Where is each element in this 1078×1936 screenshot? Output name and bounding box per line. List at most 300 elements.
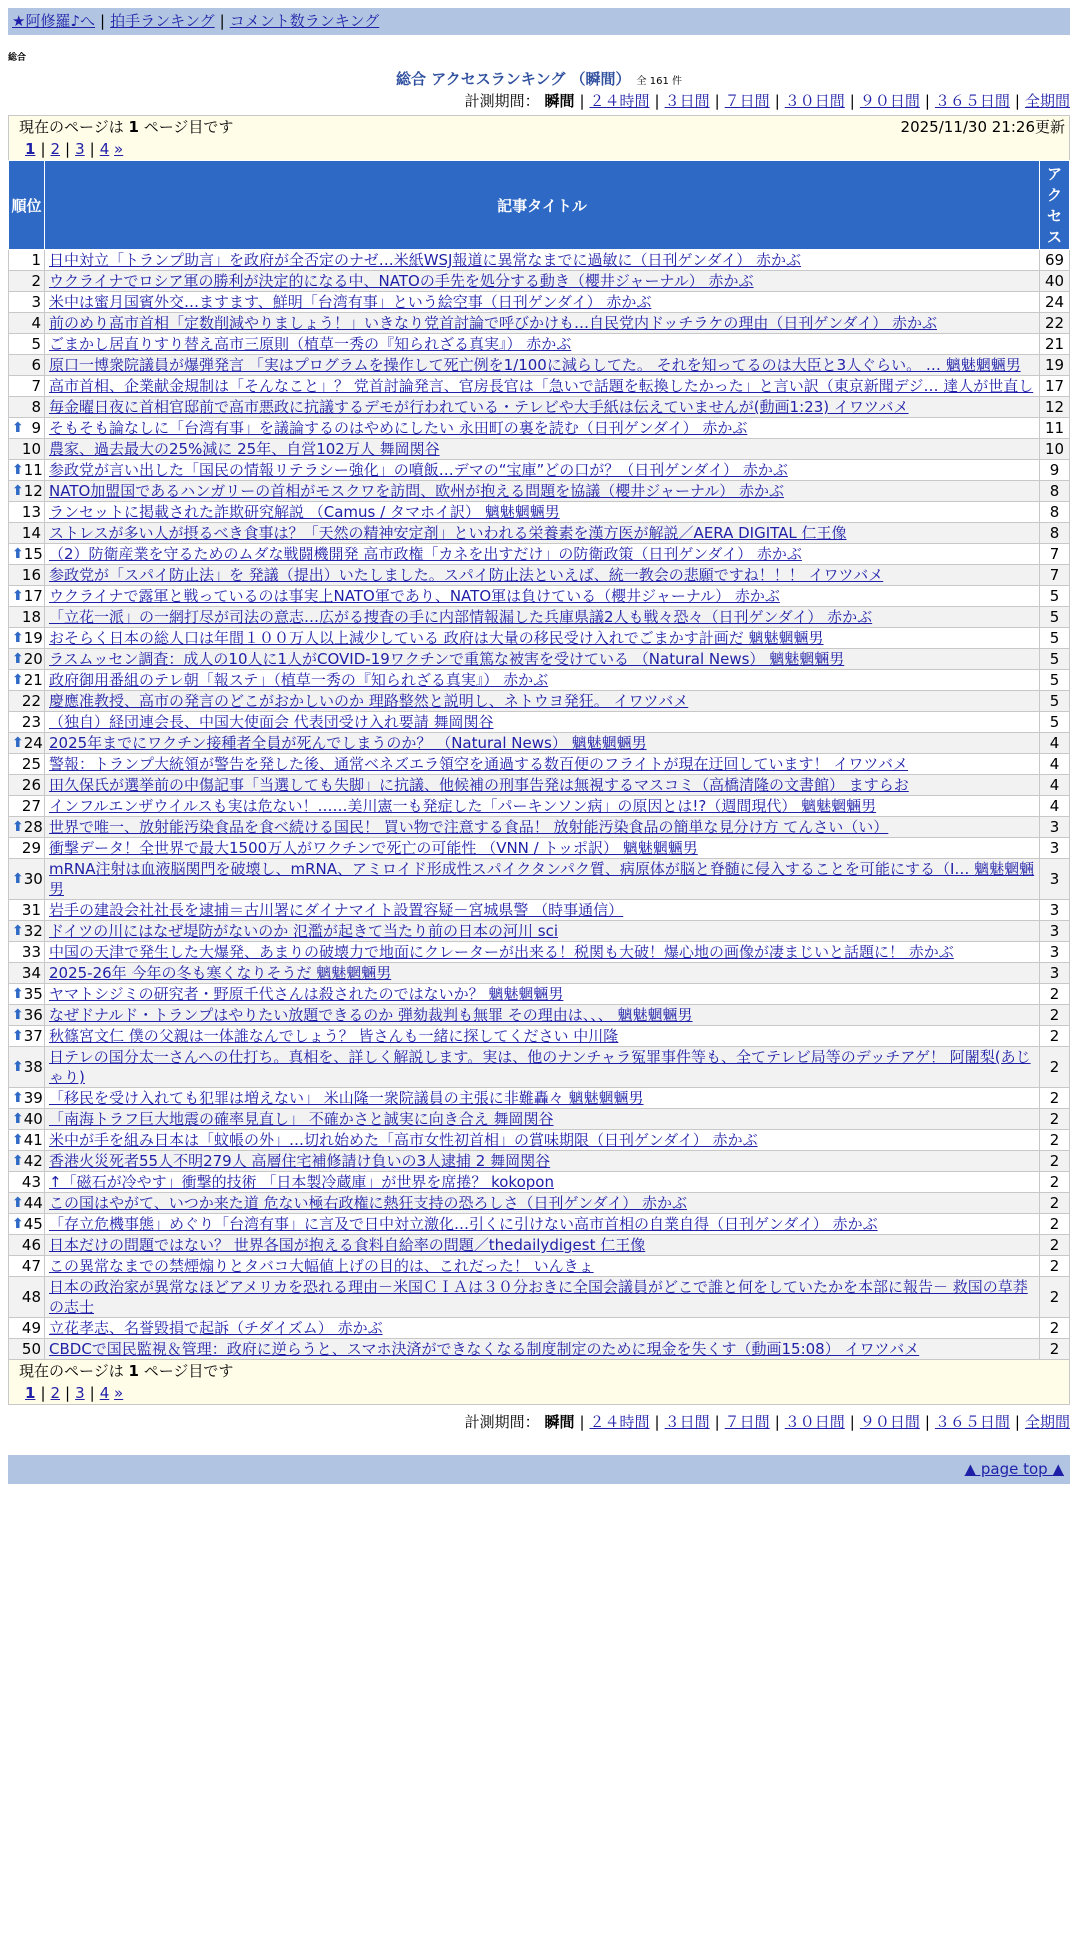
period-all-link[interactable]: 全期間 xyxy=(1024,92,1070,110)
table-row xyxy=(9,817,1070,838)
rank-up-arrow-icon: ⬆ xyxy=(12,986,24,1002)
access-count: 9 xyxy=(1040,460,1070,481)
access-count: 2 xyxy=(1040,1026,1070,1047)
rank-number: 47 xyxy=(21,1257,41,1275)
rank-up-arrow-icon: ⬆ xyxy=(12,546,24,562)
rank-number: 31 xyxy=(21,901,41,919)
table-row xyxy=(9,838,1070,859)
rank-up-arrow-icon: ⬆ xyxy=(12,1090,24,1106)
page-link-2[interactable]: 2 xyxy=(50,1384,61,1402)
article-title-link[interactable]: 日本の政治家が異常なほどアメリカを恐れる理由－米国ＣＩＡは３０分おきに全国会議員がどこで誰と何をしていたかを本部に報告－ 救国の草莽の志士 xyxy=(49,1278,1028,1316)
rank-cell xyxy=(9,1005,45,1026)
rank-number: 35 xyxy=(23,985,43,1003)
rank-number: 9 xyxy=(31,419,41,437)
ranking-heading xyxy=(0,68,1078,90)
current-page-info-bottom: 現在のページは 1 ページ目です xyxy=(19,1362,234,1380)
table-row xyxy=(9,250,1070,271)
access-count: 5 xyxy=(1040,586,1070,607)
access-count: 21 xyxy=(1040,334,1070,355)
rank-up-arrow-icon: ⬆ xyxy=(12,462,24,478)
table-row xyxy=(9,649,1070,670)
table-row xyxy=(9,481,1070,502)
rank-number: 2 xyxy=(31,272,41,290)
article-title-link[interactable]: ドイツの川にはなぜ堤防がないのか 氾濫が起きて当たり前の日本の河川 sci xyxy=(49,922,559,940)
rank-number: 23 xyxy=(21,713,41,731)
table-row xyxy=(9,607,1070,628)
rank-cell xyxy=(9,1277,45,1318)
rank-number: 17 xyxy=(23,587,43,605)
rank-up-arrow-icon: ⬆ xyxy=(12,651,24,667)
title-cell xyxy=(45,313,1040,334)
period-label: 計測期間： xyxy=(464,92,540,110)
table-row xyxy=(9,963,1070,984)
pager-top: 現在のページは 1 ページ目です 2025/11/30 21:26更新 1 | 2 | 3 | 4 » xyxy=(8,115,1070,160)
rank-cell xyxy=(9,649,45,670)
article-title-link[interactable]: この異常なまでの禁煙煽りとタバコ大幅値上げの目的は、これだった！ いんきょ xyxy=(49,1257,594,1275)
page-link-2[interactable]: 2 xyxy=(50,140,61,158)
comment-ranking-link[interactable]: コメント数ランキング xyxy=(229,12,380,30)
rank-cell xyxy=(9,1214,45,1235)
page-link-1[interactable]: 1 xyxy=(25,140,36,158)
rank-cell xyxy=(9,460,45,481)
article-title-link[interactable]: 2025年までにワクチン接種者全員が死んでしまうのか？ （Natural News） 魑魅魍魎男 xyxy=(49,734,647,752)
col-rank-header: 順位 xyxy=(9,161,45,250)
rank-cell xyxy=(9,817,45,838)
table-row xyxy=(9,565,1070,586)
title-cell xyxy=(45,544,1040,565)
access-count: 2 xyxy=(1040,1109,1070,1130)
title-cell xyxy=(45,502,1040,523)
table-row xyxy=(9,712,1070,733)
col-access-header: アクセス xyxy=(1040,161,1070,250)
table-row xyxy=(9,691,1070,712)
title-cell xyxy=(45,670,1040,691)
rank-number: 48 xyxy=(21,1288,41,1306)
article-title-link[interactable]: 前のめり高市首相「定数削減やりましょう！」いきなり党首討論で呼びかけも…自民党内ドッチラケの理由（日刊ゲンダイ） 赤かぶ xyxy=(49,314,937,332)
period-365d-link[interactable]: ３６５日間 xyxy=(934,92,1010,110)
rank-cell xyxy=(9,481,45,502)
table-row xyxy=(9,271,1070,292)
table-row xyxy=(9,460,1070,481)
title-cell xyxy=(45,397,1040,418)
access-count: 2 xyxy=(1040,1130,1070,1151)
article-title-link[interactable]: おそらく日本の総人口は年間１００万人以上減少している 政府は大量の移民受け入れでごまかす計画だ 魑魅魍魎男 xyxy=(49,629,824,647)
access-count: 2 xyxy=(1040,1088,1070,1109)
rank-cell xyxy=(9,775,45,796)
table-row xyxy=(9,1277,1070,1318)
article-title-link[interactable]: 日テレの国分太一さんへの仕打ち。真相を、詳しく解説します。実は、他のナンチャラ冤罪事件等も、全てテレビ局等のデッチアゲ！ 阿闍梨(あじゃり) xyxy=(49,1048,1031,1086)
period-selector-bottom: 計測期間： 瞬間 | ２４時間 | ３日間 | ７日間 | ３０日間 | ９０日間 | ３６５日間 | 全期間 xyxy=(464,1413,1070,1431)
article-title-link[interactable]: 慶應准教授、高市の発言のどこがおかしいのか 理路整然と説明し、ネトウヨ発狂。 イワツバメ xyxy=(49,692,689,710)
title-cell xyxy=(45,1130,1040,1151)
next-page-link[interactable]: » xyxy=(114,140,124,158)
table-row xyxy=(9,900,1070,921)
rank-number: 33 xyxy=(21,943,41,961)
rank-cell xyxy=(9,942,45,963)
period-label: 計測期間： xyxy=(464,1413,540,1431)
rank-up-arrow-icon: ⬆ xyxy=(12,923,24,939)
table-row xyxy=(9,418,1070,439)
article-title-link[interactable]: ヤマトシジミの研究者・野原千代さんは殺されたのではないか？ 魑魅魍魎男 xyxy=(49,985,564,1003)
article-title-link[interactable]: 警報：トランプ大統領が警告を発した後、通常ベネズエラ領空を通過する数百便のフライトが現在迂回しています！ イワツバメ xyxy=(49,755,909,773)
rank-cell xyxy=(9,984,45,1005)
access-count: 5 xyxy=(1040,607,1070,628)
page-title: 総合 アクセスランキング （瞬間） xyxy=(396,70,631,88)
next-page-link[interactable]: » xyxy=(114,1384,124,1402)
article-title-link[interactable]: なぜドナルド・トランプはやりたい放題できるのか 弾劾裁判も無罪 その理由は、、、 魑魅魍魎男 xyxy=(49,1006,693,1024)
table-row xyxy=(9,1130,1070,1151)
article-title-link[interactable]: （独自）経団連会長、中国大使面会 代表団受け入れ要請 舞岡関谷 xyxy=(49,713,494,731)
article-title-link[interactable]: ↑「磁石が冷やす」衝撃的技術 「日本製冷蔵庫」が世界を席捲？ kokopon xyxy=(49,1173,554,1191)
article-title-link[interactable]: ストレスが多い人が摂るべき食事は？「天然の精神安定剤」といわれる栄養素を漢方医が解説／AERA DIGITAL 仁王像 xyxy=(49,524,847,542)
rank-number: 30 xyxy=(23,870,43,888)
page-link-3[interactable]: 3 xyxy=(75,140,85,158)
title-cell xyxy=(45,1047,1040,1088)
table-row xyxy=(9,1214,1070,1235)
table-row xyxy=(9,628,1070,649)
access-count: 2 xyxy=(1040,1193,1070,1214)
nav-separator: | xyxy=(100,12,106,30)
article-title-link[interactable]: ランセットに掲載された詐欺研究解説 （Camus / タマホイ訳） 魑魅魍魎男 xyxy=(49,503,560,521)
clap-ranking-link[interactable]: 拍手ランキング xyxy=(110,12,215,30)
article-title-link[interactable]: ウクライナで露軍と戦っているのは事実上NATO軍であり、NATO軍は負けている（櫻井ジャーナル） 赤かぶ xyxy=(49,587,780,605)
rank-number: 24 xyxy=(23,734,43,752)
table-row xyxy=(9,334,1070,355)
title-cell xyxy=(45,1318,1040,1339)
article-title-link[interactable]: 参政党が「スパイ防止法」を 発議（提出）いたしました。スパイ防止法といえば、統一教会の悲願ですね！！！ イワツバメ xyxy=(49,566,884,584)
rank-cell xyxy=(9,250,45,271)
article-title-link[interactable]: （2）防衛産業を守るためのムダな戦闘機開発 高市政権「カネを出すだけ」の防衛政策（日刊ゲンダイ） 赤かぶ xyxy=(49,545,802,563)
article-title-link[interactable]: インフルエンザウイルスも実は危ない！……美川憲一も発症した「パーキンソン病」の原因とは!?（週間現代） 魑魅魍魎男 xyxy=(49,797,877,815)
rank-number: 15 xyxy=(23,545,43,563)
home-link[interactable]: ★阿修羅♪へ xyxy=(12,12,96,30)
title-cell xyxy=(45,376,1040,397)
article-title-link[interactable]: 「存立危機事態」めぐり「台湾有事」に言及で日中対立激化…引くに引けない高市首相の自業自得（日刊ゲンダイ） 赤かぶ xyxy=(49,1215,878,1233)
access-count: 7 xyxy=(1040,544,1070,565)
title-cell xyxy=(45,292,1040,313)
access-count: 5 xyxy=(1040,628,1070,649)
access-count: 3 xyxy=(1040,817,1070,838)
rank-up-arrow-icon: ⬆ xyxy=(12,420,24,436)
table-row xyxy=(9,1109,1070,1130)
table-row xyxy=(9,921,1070,942)
table-row xyxy=(9,670,1070,691)
rank-number: 1 xyxy=(31,251,41,269)
rank-cell xyxy=(9,1151,45,1172)
page-link-3[interactable]: 3 xyxy=(75,1384,85,1402)
article-title-link[interactable]: ごまかし居直りすり替え高市三原則（植草一秀の『知られざる真実』） 赤かぶ xyxy=(49,335,572,353)
article-title-link[interactable]: 秋篠宮文仁 僕の父親は一体誰なんでしょう？ 皆さんも一緒に探してください 中川隆 xyxy=(49,1027,619,1045)
rank-cell xyxy=(9,1193,45,1214)
access-count: 10 xyxy=(1040,439,1070,460)
access-count: 2 xyxy=(1040,1214,1070,1235)
period-90d-link[interactable]: ９０日間 xyxy=(859,92,920,110)
title-cell xyxy=(45,859,1040,900)
article-title-link[interactable]: 米中が手を組み日本は「蚊帳の外」…切れ始めた「高市女性初首相」の賞味期限（日刊ゲンダイ） 赤かぶ xyxy=(49,1131,758,1149)
table-row xyxy=(9,1151,1070,1172)
table-row xyxy=(9,1193,1070,1214)
period-7d-link[interactable]: ７日間 xyxy=(724,92,770,110)
table-row xyxy=(9,1256,1070,1277)
rank-number: 49 xyxy=(21,1319,41,1337)
access-count: 2 xyxy=(1040,1256,1070,1277)
article-title-link[interactable]: そもそも論なしに「台湾有事」を議論するのはやめにしたい 永田町の裏を読む（日刊ゲンダイ） 赤かぶ xyxy=(49,419,748,437)
title-cell xyxy=(45,691,1040,712)
pager-bottom: 現在のページは 1 ページ目です 1 | 2 | 3 | 4 » xyxy=(8,1360,1070,1405)
rank-number: 44 xyxy=(23,1194,43,1212)
access-count: 24 xyxy=(1040,292,1070,313)
article-title-link[interactable]: 原口一博衆院議員が爆弾発言 「実はプログラムを操作して死亡例を1/100に減らしてた。 それを知ってるのは大臣と3人ぐらい。 … 魑魅魍魎男 xyxy=(49,356,1021,374)
table-row xyxy=(9,775,1070,796)
access-count: 2 xyxy=(1040,1277,1070,1318)
article-title-link[interactable]: 農家、過去最大の25%減に 25年、自営102万人 舞岡関谷 xyxy=(49,440,440,458)
total-count: 全 161 件 xyxy=(636,76,682,87)
access-count: 4 xyxy=(1040,733,1070,754)
title-cell xyxy=(45,1214,1040,1235)
title-cell xyxy=(45,1235,1040,1256)
period-90d-link[interactable]: ９０日間 xyxy=(859,1413,920,1431)
article-title-link[interactable]: 高市首相、企業献金規制は「そんなこと」？ 党首討論発言、官房長官は「急いで話題を転換したかった」と言い訳（東京新聞デジ… 達人が世直し xyxy=(49,377,1034,395)
access-count: 3 xyxy=(1040,838,1070,859)
article-title-link[interactable]: 参政党が言い出した「国民の情報リテラシー強化」の噴飯…デマの“宝庫”どの口が？（日刊ゲンダイ） 赤かぶ xyxy=(49,461,788,479)
rank-cell xyxy=(9,523,45,544)
rank-up-arrow-icon: ⬆ xyxy=(12,1028,24,1044)
rank-cell xyxy=(9,712,45,733)
access-count: 5 xyxy=(1040,649,1070,670)
table-row xyxy=(9,439,1070,460)
title-cell xyxy=(45,523,1040,544)
article-title-link[interactable]: NATO加盟国であるハンガリーの首相がモスクワを訪問、欧州が抱える問題を協議（櫻井ジャーナル） 赤かぶ xyxy=(49,482,785,500)
title-cell xyxy=(45,607,1040,628)
title-cell xyxy=(45,963,1040,984)
rank-number: 7 xyxy=(31,377,41,395)
rank-cell xyxy=(9,502,45,523)
article-title-link[interactable]: 岩手の建設会社社長を逮捕＝古川署にダイナマイト設置容疑－宮城県警 （時事通信） xyxy=(49,901,624,919)
period-24h-link[interactable]: ２４時間 xyxy=(589,1413,650,1431)
period-30d-link[interactable]: ３０日間 xyxy=(784,92,845,110)
article-title-link[interactable]: mRNA注射は血液脳関門を破壊し、mRNA、アミロイド形成性スパイクタンパク質、病原体が脳と脊髄に侵入することを可能にする（I… 魑魅魍魎男 xyxy=(49,860,1035,898)
rank-up-arrow-icon: ⬆ xyxy=(12,630,24,646)
article-title-link[interactable]: 「移民を受け入れても犯罪は増えない」 米山隆一衆院議員の主張に非難轟々 魑魅魍魎男 xyxy=(49,1089,644,1107)
rank-cell xyxy=(9,1256,45,1277)
article-title-link[interactable]: 政府御用番組のテレ朝「報ステ」（植草一秀の『知られざる真実』） 赤かぶ xyxy=(49,671,549,689)
rank-cell xyxy=(9,1339,45,1360)
rank-number: 45 xyxy=(23,1215,43,1233)
access-count: 4 xyxy=(1040,754,1070,775)
title-cell xyxy=(45,1277,1040,1318)
title-cell xyxy=(45,334,1040,355)
table-row xyxy=(9,1339,1070,1360)
article-title-link[interactable]: 日中対立「トランプ助言」を政府が全否定のナゼ…米紙WSJ報道に異常なまでに過敏に（日刊ゲンダイ） 赤かぶ xyxy=(49,251,802,269)
rank-cell xyxy=(9,691,45,712)
rank-cell xyxy=(9,1318,45,1339)
rank-cell xyxy=(9,292,45,313)
title-cell xyxy=(45,1088,1040,1109)
table-row xyxy=(9,586,1070,607)
title-cell xyxy=(45,942,1040,963)
rank-number: 46 xyxy=(21,1236,41,1254)
rank-number: 4 xyxy=(31,314,41,332)
table-row xyxy=(9,733,1070,754)
access-count: 12 xyxy=(1040,397,1070,418)
rank-cell xyxy=(9,838,45,859)
rank-cell xyxy=(9,544,45,565)
period-3d-link[interactable]: ３日間 xyxy=(664,92,710,110)
title-cell xyxy=(45,775,1040,796)
title-cell xyxy=(45,460,1040,481)
rank-up-arrow-icon: ⬆ xyxy=(12,819,24,835)
article-title-link[interactable]: ラスムッセン調査：成人の10人に1人がCOVID-19ワクチンで重篤な被害を受けている （Natural News） 魑魅魍魎男 xyxy=(49,650,845,668)
article-title-link[interactable]: 衝撃データ！全世界で最大1500万人がワクチンで死亡の可能性 （VNN / トッポ訳） 魑魅魍魎男 xyxy=(49,839,698,857)
article-title-link[interactable]: CBDCで国民監視＆管理：政府に逆らうと、スマホ決済ができなくなる制度制定のために現金を失くす（動画15:08） イワツバメ xyxy=(49,1340,920,1358)
access-count: 3 xyxy=(1040,963,1070,984)
page-link-4[interactable]: 4 xyxy=(99,1384,110,1402)
title-cell xyxy=(45,984,1040,1005)
rank-cell xyxy=(9,271,45,292)
rank-number: 36 xyxy=(23,1006,43,1024)
article-title-link[interactable]: ウクライナでロシア軍の勝利が決定的になる中、NATOの手先を処分する動き（櫻井ジャーナル） 赤かぶ xyxy=(49,272,754,290)
nav-separator: | xyxy=(219,12,225,30)
rank-number: 43 xyxy=(21,1173,41,1191)
rank-cell xyxy=(9,1130,45,1151)
table-row xyxy=(9,1047,1070,1088)
period-3d-link[interactable]: ３日間 xyxy=(664,1413,710,1431)
article-title-link[interactable]: 米中は蜜月国賓外交…ますます、鮮明「台湾有事」という絵空事（日刊ゲンダイ） 赤かぶ xyxy=(49,293,652,311)
rank-number: 42 xyxy=(23,1152,43,1170)
access-count: 8 xyxy=(1040,502,1070,523)
rank-cell xyxy=(9,565,45,586)
rank-number: 5 xyxy=(31,335,41,353)
rank-cell xyxy=(9,313,45,334)
rank-number: 20 xyxy=(23,650,43,668)
access-count: 3 xyxy=(1040,900,1070,921)
access-count: 5 xyxy=(1040,691,1070,712)
page-link-4[interactable]: 4 xyxy=(99,140,110,158)
rank-number: 22 xyxy=(21,692,41,710)
title-cell xyxy=(45,1026,1040,1047)
period-all-link[interactable]: 全期間 xyxy=(1024,1413,1070,1431)
title-cell xyxy=(45,355,1040,376)
rank-up-arrow-icon: ⬆ xyxy=(12,483,24,499)
table-row xyxy=(9,292,1070,313)
rank-number: 32 xyxy=(23,922,43,940)
rank-up-arrow-icon: ⬆ xyxy=(12,1059,24,1075)
article-title-link[interactable]: 立花孝志、名誉毀損で起訴（チダイズム） 赤かぶ xyxy=(49,1319,383,1337)
article-title-link[interactable]: 香港火災死者55人不明279人 高層住宅補修請け負いの3人逮捕 2 舞岡関谷 xyxy=(49,1152,551,1170)
rank-cell xyxy=(9,670,45,691)
rank-cell xyxy=(9,439,45,460)
article-title-link[interactable]: この国はやがて、いつか来た道 危ない極右政権に熱狂支持の恐ろしさ（日刊ゲンダイ） 赤かぶ xyxy=(49,1194,688,1212)
access-count: 2 xyxy=(1040,1151,1070,1172)
access-count: 7 xyxy=(1040,565,1070,586)
article-title-link[interactable]: 「立花一派」の一網打尽が司法の意志…広がる捜査の手に内部情報漏した兵庫県議2人も戦々恐々（日刊ゲンダイ） 赤かぶ xyxy=(49,608,873,626)
table-row xyxy=(9,523,1070,544)
rank-number: 18 xyxy=(21,608,41,626)
table-row xyxy=(9,1235,1070,1256)
rank-up-arrow-icon: ⬆ xyxy=(12,672,24,688)
rank-cell xyxy=(9,1109,45,1130)
rank-up-arrow-icon: ⬆ xyxy=(12,1007,24,1023)
rank-up-arrow-icon: ⬆ xyxy=(12,1195,24,1211)
table-row xyxy=(9,544,1070,565)
rank-number: 29 xyxy=(21,839,41,857)
rank-number: 25 xyxy=(21,755,41,773)
article-title-link[interactable]: 日本だけの問題ではない？ 世界各国が抱える食料自給率の問題／thedailydigest 仁王像 xyxy=(49,1236,646,1254)
rank-number: 6 xyxy=(31,356,41,374)
rank-up-arrow-icon: ⬆ xyxy=(12,1132,24,1148)
title-cell xyxy=(45,817,1040,838)
top-nav-bar xyxy=(8,8,1070,35)
rank-number: 12 xyxy=(23,482,43,500)
rank-cell xyxy=(9,754,45,775)
table-row xyxy=(9,859,1070,900)
rank-cell xyxy=(9,796,45,817)
page-link-1[interactable]: 1 xyxy=(25,1384,36,1402)
rank-number: 13 xyxy=(21,503,41,521)
article-title-link[interactable]: 世界で唯一、放射能汚染食品を食べ続ける国民！ 買い物で注意する食品！ 放射能汚染食品の簡単な見分け方 てんさい（い） xyxy=(49,818,889,836)
rank-cell xyxy=(9,376,45,397)
table-row xyxy=(9,796,1070,817)
rank-number: 8 xyxy=(31,398,41,416)
access-count: 3 xyxy=(1040,859,1070,900)
title-cell xyxy=(45,900,1040,921)
article-title-link[interactable]: 2025-26年 今年の冬も寒くなりそうだ 魑魅魍魎男 xyxy=(49,964,392,982)
rank-number: 11 xyxy=(23,461,43,479)
title-cell xyxy=(45,439,1040,460)
title-cell xyxy=(45,712,1040,733)
title-cell xyxy=(45,1193,1040,1214)
period-30d-link[interactable]: ３０日間 xyxy=(784,1413,845,1431)
rank-number: 37 xyxy=(23,1027,43,1045)
page-top-link[interactable]: ▲ page top ▲ xyxy=(964,1460,1064,1478)
rank-cell xyxy=(9,1235,45,1256)
title-cell xyxy=(45,733,1040,754)
article-title-link[interactable]: 毎金曜日夜に首相官邸前で高市悪政に抗議するデモが行われている・テレビや大手紙は伝えていませんが(動画1:23) イワツバメ xyxy=(49,398,909,416)
rank-cell xyxy=(9,1026,45,1047)
col-title-header: 記事タイトル xyxy=(45,161,1040,250)
period-current: 瞬間 xyxy=(544,1413,575,1431)
access-count: 11 xyxy=(1040,418,1070,439)
updated-time: 2025/11/30 21:26更新 xyxy=(900,118,1065,136)
access-count: 2 xyxy=(1040,1318,1070,1339)
rank-number: 50 xyxy=(21,1340,41,1358)
rank-cell xyxy=(9,418,45,439)
table-row xyxy=(9,313,1070,334)
title-cell xyxy=(45,1172,1040,1193)
rank-number: 40 xyxy=(23,1110,43,1128)
table-row xyxy=(9,984,1070,1005)
rank-cell xyxy=(9,963,45,984)
table-row xyxy=(9,1026,1070,1047)
article-title-link[interactable]: 中国の天津で発生した大爆発、あまりの破壊力で地面にクレーターが出来る！税関も大破！爆心地の画像が凄まじいと話題に！ 赤かぶ xyxy=(49,943,954,961)
table-row xyxy=(9,397,1070,418)
table-row xyxy=(9,942,1070,963)
article-title-link[interactable]: 田久保氏が選挙前の中傷記事「当選しても失脚」に抗議、他候補の刑事告発は無視するマスコミ（高橋清隆の文書館） ますらお xyxy=(49,776,909,794)
rank-cell xyxy=(9,355,45,376)
period-24h-link[interactable]: ２４時間 xyxy=(589,92,650,110)
title-cell xyxy=(45,481,1040,502)
article-title-link[interactable]: 「南海トラフ巨大地震の確率見直し」 不確かさと誠実に向き合え 舞岡関谷 xyxy=(49,1110,554,1128)
table-row xyxy=(9,502,1070,523)
period-365d-link[interactable]: ３６５日間 xyxy=(934,1413,1010,1431)
period-7d-link[interactable]: ７日間 xyxy=(724,1413,770,1431)
title-cell xyxy=(45,565,1040,586)
rank-number: 14 xyxy=(21,524,41,542)
rank-number: 26 xyxy=(21,776,41,794)
rank-cell xyxy=(9,733,45,754)
title-cell xyxy=(45,271,1040,292)
rank-cell xyxy=(9,334,45,355)
